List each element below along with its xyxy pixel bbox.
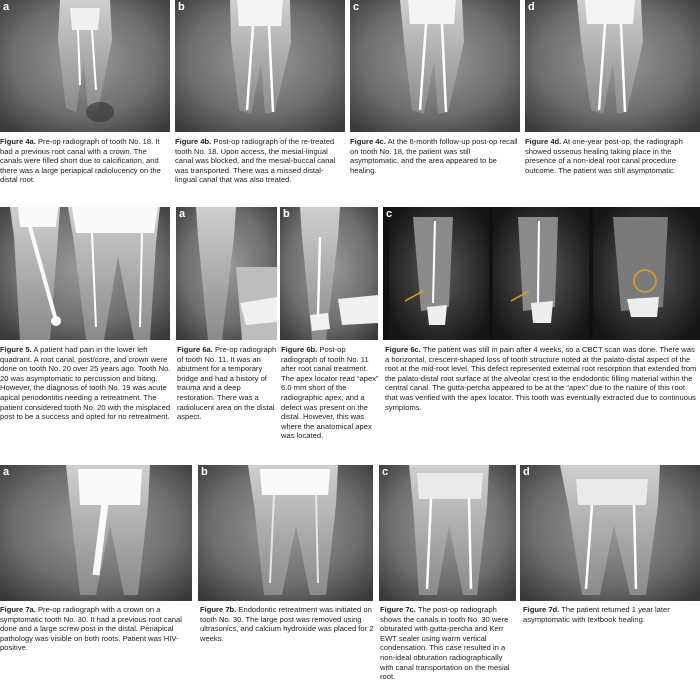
figure-7b-caption: Figure 7b. Endodontic retreatment was initiated on tooth No. 30. The large post was removed using ultrasonics, and calcium hydroxide was placed for 2 weeks. (200, 605, 374, 643)
panel-label: a (3, 466, 10, 478)
figure-6c-cbct (383, 207, 700, 340)
panel-label: d (523, 466, 530, 478)
panel-label: d (528, 1, 535, 13)
panel-label: c (382, 466, 389, 478)
figure-6b-caption: Figure 6b. Post-op radiograph of tooth No. 11 after root canal treatment. The apex locator read “apex” 6.0 mm short of the radiographic apex, and a defect was present on the distal. However, this was where the anatomical apex was located. (281, 345, 379, 441)
figure-5-radiograph (0, 207, 170, 340)
figure-7a-caption: Figure 7a. Pre-op radiograph with a crown on a symptomatic tooth No. 30. It had a previous root canal done and a large screw post in the distal. Periapical pathology was visible on both roots. Patient was HIV-positive. (0, 605, 182, 653)
figure-6a-caption: Figure 6a. Pre-op radiograph of tooth No. 11. It was an abutment for a temporary bridge and had a history of trauma and a deep restoration. There was a radiolucent area on the distal aspect. (177, 345, 277, 422)
panel-label: b (283, 208, 290, 220)
figure-4a-radiograph (0, 0, 170, 132)
figure-7d-caption: Figure 7d. The patient returned 1 year later asymptomatic with textbook healing. (523, 605, 670, 624)
figure-6a-radiograph (176, 207, 277, 340)
panel-label: a (3, 1, 10, 13)
figure-4d-radiograph (525, 0, 700, 132)
figure-5-caption: Figure 5. A patient had pain in the lower left quadrant. A root canal, post/core, and crown were done on tooth No. 20 over 25 years ago. Tooth No. 20 was asymptomatic to percussion and biting. However, the diagnosis of tooth No. 19 was acute apical periodontitis needing a retreatment. The patient considered tooth No. 20 with the misplaced post to be a success and opted for no retreatment. (0, 345, 171, 422)
figure-4a-caption: Figure 4a. Pre-op radiograph of tooth No. 18. It had a previous root canal with a crown. The canals were filled short due to calcification, and there was a large periapical radiolucency on the distal root. (0, 137, 161, 185)
panel-label: b (178, 1, 185, 13)
figure-7c-caption: Figure 7c. The post-op radiograph shows the canals in tooth No. 30 were obturated with gutta-percha and Kerr EWT sealer using warm vertical condensation. This case resulted in a non-ideal obturation radiographically with canal transportation on the mesial root. (380, 605, 510, 682)
figure-6b-radiograph (280, 207, 378, 340)
figure-6c-caption: Figure 6c. The patient was still in pain after 4 weeks, so a CBCT scan was done. There was a horizontal, crescent-shaped loss of tooth structure noted at the palato-distal aspect of the root at the mid-root level. This defect represented external root resorption that extended from the palato-distal root surface at the alveolar crest to the endodontic filling material within the central canal. The gutta-percha appeared to be at the “apex” due to the nature of this root that was verified with the apex locator. This tooth was eventually extracted due to continuous symptoms. (385, 345, 697, 412)
figure-7b-radiograph (198, 465, 373, 601)
figure-7c-radiograph (379, 465, 516, 601)
panel-label: a (179, 208, 186, 220)
figure-4b-caption: Figure 4b. Post-op radiograph of the re-treated tooth No. 18. Upon access, the mesial-lingual canal was blocked, and the mesial-buccal canal was transported. There was a missed distal-lingual canal that was also treated. (175, 137, 336, 185)
figure-4b-radiograph (175, 0, 345, 132)
figure-7d-radiograph (520, 465, 700, 601)
figure-4d-caption: Figure 4d. At one-year post-op, the radiograph showed osseous healing taking place in the presence of a non-ideal root canal procedure outcome. The patient was still asymptomatic. (525, 137, 683, 175)
figure-7a-radiograph (0, 465, 192, 601)
figure-4c-caption: Figure 4c. At the 6-month follow-up post-op recall on tooth No. 18, the patient was still asymptomatic, and the area appeared to be healing. (350, 137, 518, 175)
panel-label: c (353, 1, 360, 13)
panel-label: b (201, 466, 208, 478)
figure-4c-radiograph (350, 0, 520, 132)
panel-label: c (386, 208, 393, 220)
